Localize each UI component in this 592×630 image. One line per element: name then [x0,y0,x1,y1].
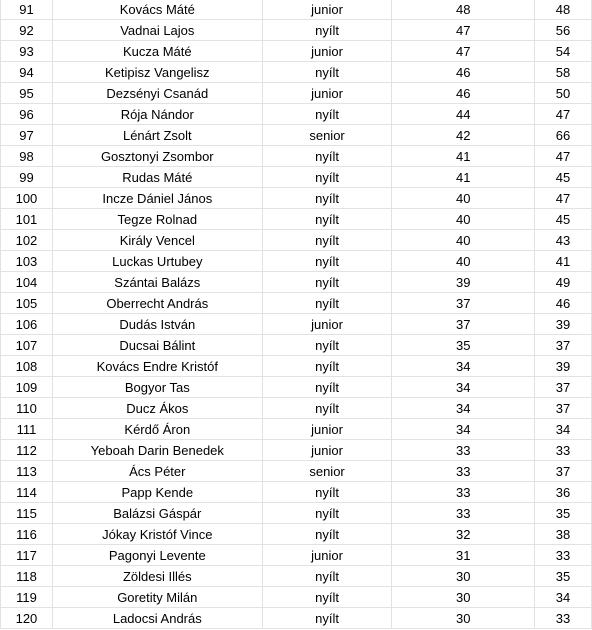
rank-cell[interactable]: 119 [1,587,53,608]
rank-cell[interactable]: 110 [1,398,53,419]
score2-cell[interactable]: 34 [535,419,592,440]
name-cell[interactable]: Dudás István [52,314,262,335]
category-cell[interactable]: nyílt [262,188,392,209]
name-cell[interactable]: Lénárt Zsolt [52,125,262,146]
rank-cell[interactable]: 107 [1,335,53,356]
score1-cell[interactable]: 31 [392,545,535,566]
table-row [1,377,592,398]
category-cell[interactable]: junior [262,0,392,20]
score1-cell[interactable]: 41 [392,146,535,167]
score1-cell[interactable]: 47 [392,41,535,62]
rank-cell[interactable]: 101 [1,209,53,230]
name-cell[interactable]: Dezsényi Csanád [52,83,262,104]
name-cell[interactable]: Jókay Kristóf Vince [52,524,262,545]
category-cell[interactable]: nyílt [262,293,392,314]
table-row [1,440,592,461]
score1-cell[interactable]: 34 [392,398,535,419]
rank-cell[interactable]: 109 [1,377,53,398]
category-cell[interactable]: nyílt [262,251,392,272]
score1-cell[interactable]: 30 [392,566,535,587]
table-row [1,335,592,356]
score1-cell[interactable]: 40 [392,188,535,209]
category-cell[interactable]: nyílt [262,167,392,188]
table-row [1,566,592,587]
score1-cell[interactable]: 33 [392,482,535,503]
score1-cell[interactable]: 40 [392,230,535,251]
name-cell[interactable]: Kucza Máté [52,41,262,62]
score1-cell[interactable]: 30 [392,608,535,629]
score1-cell[interactable]: 44 [392,104,535,125]
category-cell[interactable]: junior [262,41,392,62]
score2-cell[interactable]: 33 [535,440,592,461]
score2-cell[interactable]: 35 [535,503,592,524]
score2-cell[interactable]: 46 [535,293,592,314]
table-row [1,272,592,293]
category-cell[interactable]: senior [262,461,392,482]
category-cell[interactable]: junior [262,419,392,440]
name-cell[interactable]: Zöldesi Illés [52,566,262,587]
rank-cell[interactable]: 93 [1,41,53,62]
table-row [1,608,592,629]
rank-cell[interactable]: 111 [1,419,53,440]
name-cell[interactable]: Balázsi Gáspár [52,503,262,524]
rank-cell[interactable]: 102 [1,230,53,251]
table-row [1,314,592,335]
rank-cell[interactable]: 112 [1,440,53,461]
category-cell[interactable]: nyílt [262,566,392,587]
category-cell[interactable]: nyílt [262,104,392,125]
table-row [1,524,592,545]
score1-cell[interactable]: 35 [392,335,535,356]
name-cell[interactable]: Ketipisz Vangelisz [52,62,262,83]
table-row [1,398,592,419]
score2-cell[interactable]: 66 [535,125,592,146]
category-cell[interactable]: nyílt [262,524,392,545]
score2-cell[interactable]: 37 [535,335,592,356]
score2-cell[interactable]: 45 [535,167,592,188]
score2-cell[interactable]: 45 [535,209,592,230]
rank-cell[interactable]: 100 [1,188,53,209]
category-cell[interactable]: junior [262,440,392,461]
category-cell[interactable]: nyílt [262,335,392,356]
score1-cell[interactable]: 40 [392,209,535,230]
name-cell[interactable]: Yeboah Darin Benedek [52,440,262,461]
name-cell[interactable]: Pagonyi Levente [52,545,262,566]
table-row [1,545,592,566]
category-cell[interactable]: nyílt [262,482,392,503]
name-cell[interactable]: Ladocsi András [52,608,262,629]
category-cell[interactable]: nyílt [262,20,392,41]
category-cell[interactable]: nyílt [262,272,392,293]
rank-cell[interactable]: 120 [1,608,53,629]
rank-cell[interactable]: 117 [1,545,53,566]
rank-cell[interactable]: 116 [1,524,53,545]
table-row [1,482,592,503]
name-cell[interactable]: Incze Dániel János [52,188,262,209]
score2-cell[interactable]: 33 [535,608,592,629]
table-row [1,461,592,482]
name-cell[interactable]: Gosztonyi Zsombor [52,146,262,167]
name-cell[interactable]: Ducz Ákos [52,398,262,419]
score1-cell[interactable]: 33 [392,503,535,524]
score2-cell[interactable]: 37 [535,461,592,482]
category-cell[interactable]: junior [262,545,392,566]
rank-cell[interactable]: 114 [1,482,53,503]
score2-cell[interactable]: 47 [535,146,592,167]
name-cell[interactable]: Oberrecht András [52,293,262,314]
category-cell[interactable]: nyílt [262,608,392,629]
name-cell[interactable]: Király Vencel [52,230,262,251]
category-cell[interactable]: nyílt [262,587,392,608]
results-table-body [1,0,592,629]
name-cell[interactable]: Vadnai Lajos [52,20,262,41]
rank-cell[interactable]: 97 [1,125,53,146]
table-row [1,41,592,62]
score1-cell[interactable]: 33 [392,440,535,461]
name-cell[interactable]: Bogyor Tas [52,377,262,398]
score2-cell[interactable]: 58 [535,62,592,83]
category-cell[interactable]: junior [262,83,392,104]
score1-cell[interactable]: 46 [392,83,535,104]
score1-cell[interactable]: 33 [392,461,535,482]
rank-cell[interactable]: 106 [1,314,53,335]
score1-cell[interactable]: 48 [392,0,535,20]
score2-cell[interactable]: 37 [535,398,592,419]
category-cell[interactable]: nyílt [262,146,392,167]
category-cell[interactable]: nyílt [262,377,392,398]
score2-cell[interactable]: 43 [535,230,592,251]
category-cell[interactable]: nyílt [262,209,392,230]
table-row [1,356,592,377]
table-row [1,230,592,251]
score1-cell[interactable]: 30 [392,587,535,608]
table-row [1,62,592,83]
score1-cell[interactable]: 42 [392,125,535,146]
name-cell[interactable]: Luckas Urtubey [52,251,262,272]
score1-cell[interactable]: 34 [392,356,535,377]
score2-cell[interactable]: 54 [535,41,592,62]
rank-cell[interactable]: 92 [1,20,53,41]
rank-cell[interactable]: 99 [1,167,53,188]
rank-cell[interactable]: 105 [1,293,53,314]
name-cell[interactable]: Papp Kende [52,482,262,503]
table-row [1,503,592,524]
table-row [1,188,592,209]
table-row [1,146,592,167]
score2-cell[interactable]: 47 [535,104,592,125]
rank-cell[interactable]: 94 [1,62,53,83]
score2-cell[interactable]: 47 [535,188,592,209]
category-cell[interactable]: nyílt [262,398,392,419]
rank-cell[interactable]: 115 [1,503,53,524]
score1-cell[interactable]: 34 [392,419,535,440]
score2-cell[interactable]: 39 [535,314,592,335]
score2-cell[interactable]: 35 [535,566,592,587]
name-cell[interactable]: Ács Péter [52,461,262,482]
score1-cell[interactable]: 46 [392,62,535,83]
table-row [1,587,592,608]
score2-cell[interactable]: 36 [535,482,592,503]
rank-cell[interactable]: 108 [1,356,53,377]
category-cell[interactable]: nyílt [262,230,392,251]
score1-cell[interactable]: 47 [392,20,535,41]
rank-cell[interactable]: 91 [1,0,53,20]
category-cell[interactable]: nyílt [262,356,392,377]
table-row [1,419,592,440]
rank-cell[interactable]: 95 [1,83,53,104]
table-row [1,83,592,104]
name-cell[interactable]: Szántai Balázs [52,272,262,293]
score2-cell[interactable]: 49 [535,272,592,293]
rank-cell[interactable]: 104 [1,272,53,293]
rank-cell[interactable]: 118 [1,566,53,587]
rank-cell[interactable]: 98 [1,146,53,167]
score2-cell[interactable]: 34 [535,587,592,608]
score1-cell[interactable]: 37 [392,293,535,314]
score2-cell[interactable]: 48 [535,0,592,20]
rank-cell[interactable]: 96 [1,104,53,125]
score2-cell[interactable]: 37 [535,377,592,398]
score1-cell[interactable]: 40 [392,251,535,272]
table-row [1,20,592,41]
name-cell[interactable]: Kérdő Áron [52,419,262,440]
score2-cell[interactable]: 38 [535,524,592,545]
category-cell[interactable]: senior [262,125,392,146]
score1-cell[interactable]: 34 [392,377,535,398]
table-row [1,251,592,272]
name-cell[interactable]: Tegze Rolnad [52,209,262,230]
table-row [1,293,592,314]
score1-cell[interactable]: 41 [392,167,535,188]
table-row [1,167,592,188]
table-row [1,0,592,20]
category-cell[interactable]: nyílt [262,62,392,83]
score2-cell[interactable]: 56 [535,20,592,41]
table-row [1,125,592,146]
category-cell[interactable]: junior [262,314,392,335]
score1-cell[interactable]: 39 [392,272,535,293]
name-cell[interactable]: Ducsai Bálint [52,335,262,356]
table-row [1,104,592,125]
score2-cell[interactable]: 39 [535,356,592,377]
name-cell[interactable]: Rója Nándor [52,104,262,125]
rank-cell[interactable]: 113 [1,461,53,482]
table-row [1,209,592,230]
name-cell[interactable]: Kovács Endre Kristóf [52,356,262,377]
name-cell[interactable]: Kovács Máté [52,0,262,20]
score2-cell[interactable]: 41 [535,251,592,272]
score2-cell[interactable]: 33 [535,545,592,566]
score1-cell[interactable]: 37 [392,314,535,335]
rank-cell[interactable]: 103 [1,251,53,272]
name-cell[interactable]: Rudas Máté [52,167,262,188]
category-cell[interactable]: nyílt [262,503,392,524]
score1-cell[interactable]: 32 [392,524,535,545]
score2-cell[interactable]: 50 [535,83,592,104]
name-cell[interactable]: Goretity Milán [52,587,262,608]
